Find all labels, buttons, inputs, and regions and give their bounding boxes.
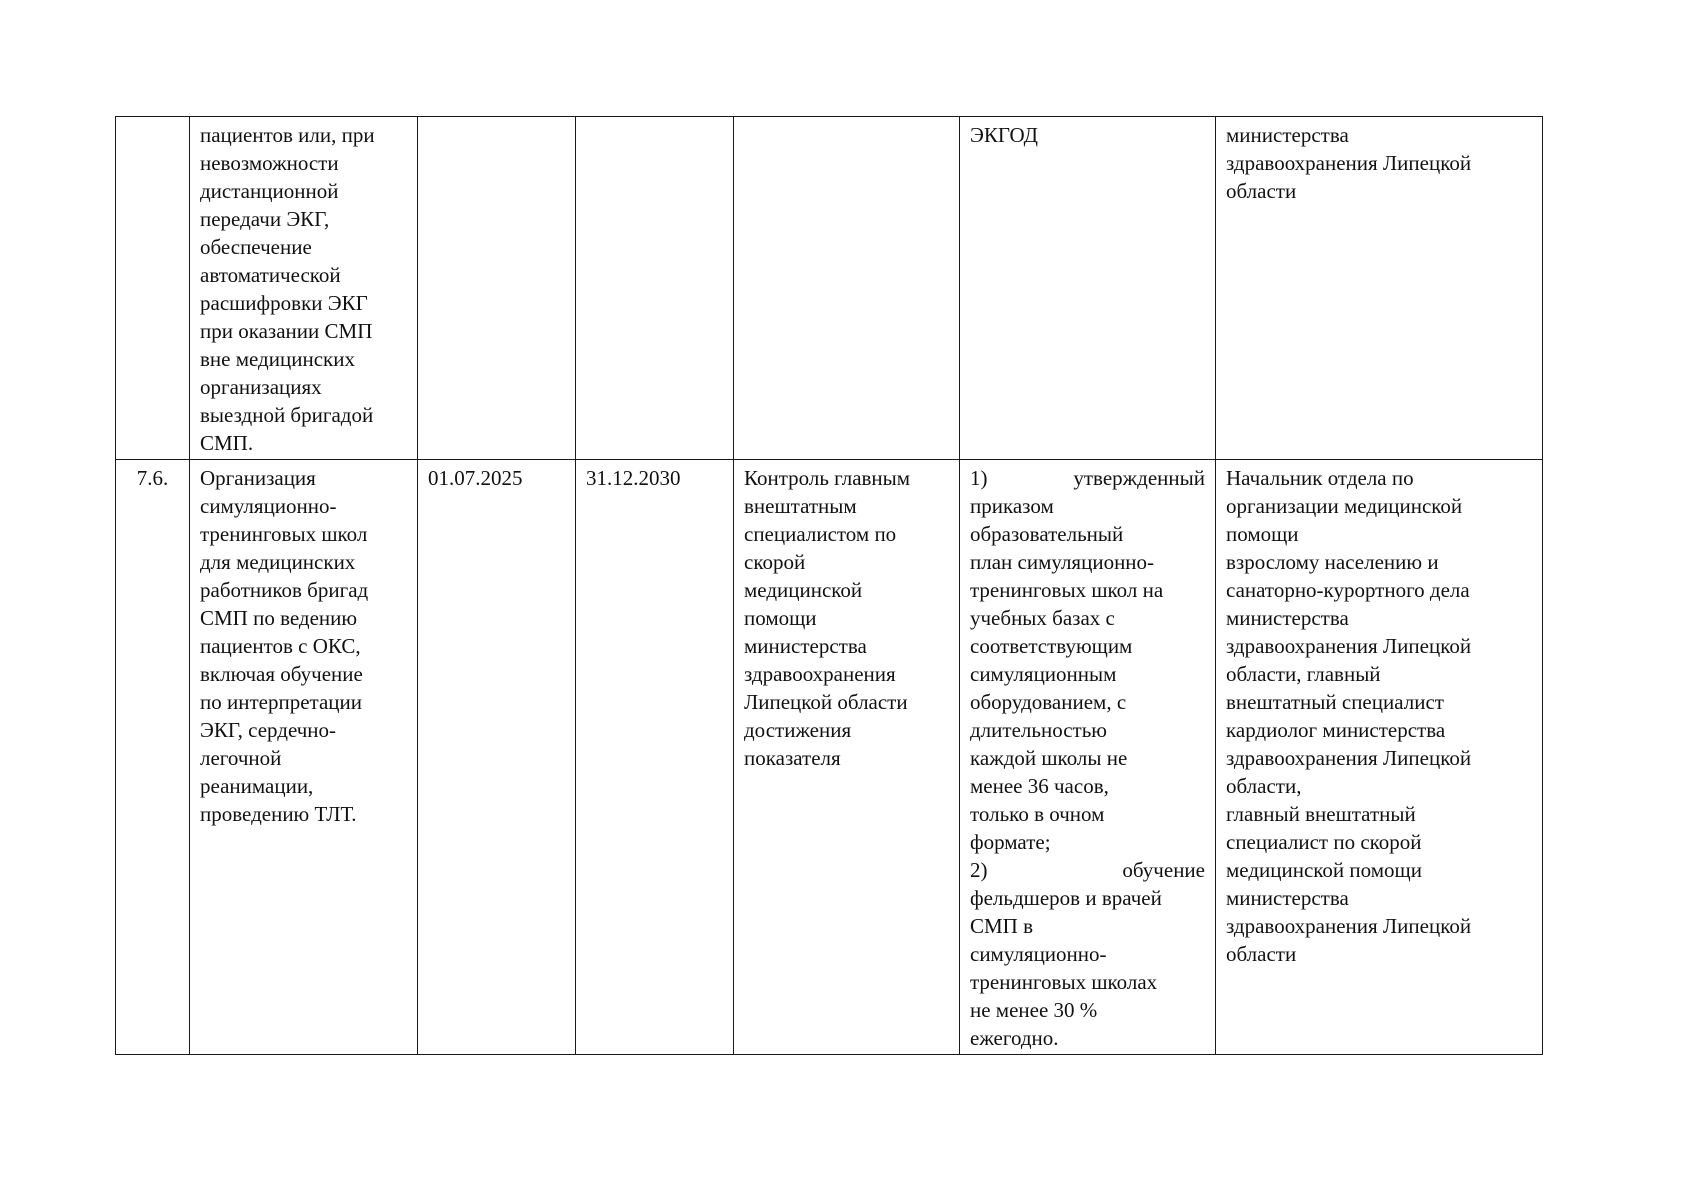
result-item-1: 1) утвержденный xyxy=(970,466,1205,490)
activity-text: пациентов или, при невозможности дистанционной передачи ЭКГ, обеспечение автоматической расшифровки ЭКГ при оказании СМП вне медицинских организациях выездной бригадой СМП. xyxy=(200,123,375,455)
cell-number xyxy=(116,117,190,460)
cell-number xyxy=(116,460,190,1055)
cell-end-date xyxy=(576,117,734,460)
result-item-2-number: 2) xyxy=(970,858,988,882)
control-text: Контроль главным внештатным специалистом по скорой медицинской помощи министерства здравоохранения Липецкой области достижения показателя xyxy=(744,466,911,770)
cell-result xyxy=(960,460,1216,1055)
cell-activity xyxy=(190,460,418,1055)
cell-control xyxy=(734,460,960,1055)
start-date: 01.07.2025 xyxy=(428,466,523,490)
cell-start-date xyxy=(418,117,576,460)
cell-result xyxy=(960,117,1216,460)
result-item-1-number: 1) xyxy=(970,466,988,490)
activity-text: Организация симуляционно- тренинговых школ для медицинских работников бригад СМП по ведению пациентов с ОКС, включая обучение по интерпретации ЭКГ, сердечно- легочной реанимации, проведению ТЛТ. xyxy=(200,466,369,826)
result-item-2: 2) обучение xyxy=(970,858,1205,882)
responsible-text: министерства здравоохранения Липецкой области xyxy=(1226,123,1472,203)
result-text: ЭКГОД xyxy=(970,123,1038,147)
result-item-1-text: приказом образовательный план симуляционно- тренинговых школ на учебных базах с соответствующим симуляционным оборудованием, с длительностью каждой школы не менее 36 часов, только в очном формате; xyxy=(970,494,1164,854)
item-number: 7.6. xyxy=(136,466,169,490)
cell-control xyxy=(734,117,960,460)
plan-table xyxy=(115,116,1543,1055)
responsible-text: Начальник отдела по организации медицинской помощи взрослому населению и санаторно-курортного дела министерства здравоохранения Липецкой области, главный внештатный специалист кардиолог министерства здравоохранения Липецкой области, главный внештатный специалист по скорой медицинской помощи министерства здравоохранения Липецкой области xyxy=(1226,466,1472,966)
end-date: 31.12.2030 xyxy=(586,466,681,490)
cell-responsible xyxy=(1216,460,1543,1055)
cell-activity xyxy=(190,117,418,460)
table-row xyxy=(116,460,1543,1055)
table-row xyxy=(116,117,1543,460)
result-item-2-text: фельдшеров и врачей СМП в симуляционно- тренинговых школах не менее 30 % ежегодно. xyxy=(970,886,1162,1050)
cell-start-date xyxy=(418,460,576,1055)
cell-end-date xyxy=(576,460,734,1055)
cell-responsible xyxy=(1216,117,1543,460)
